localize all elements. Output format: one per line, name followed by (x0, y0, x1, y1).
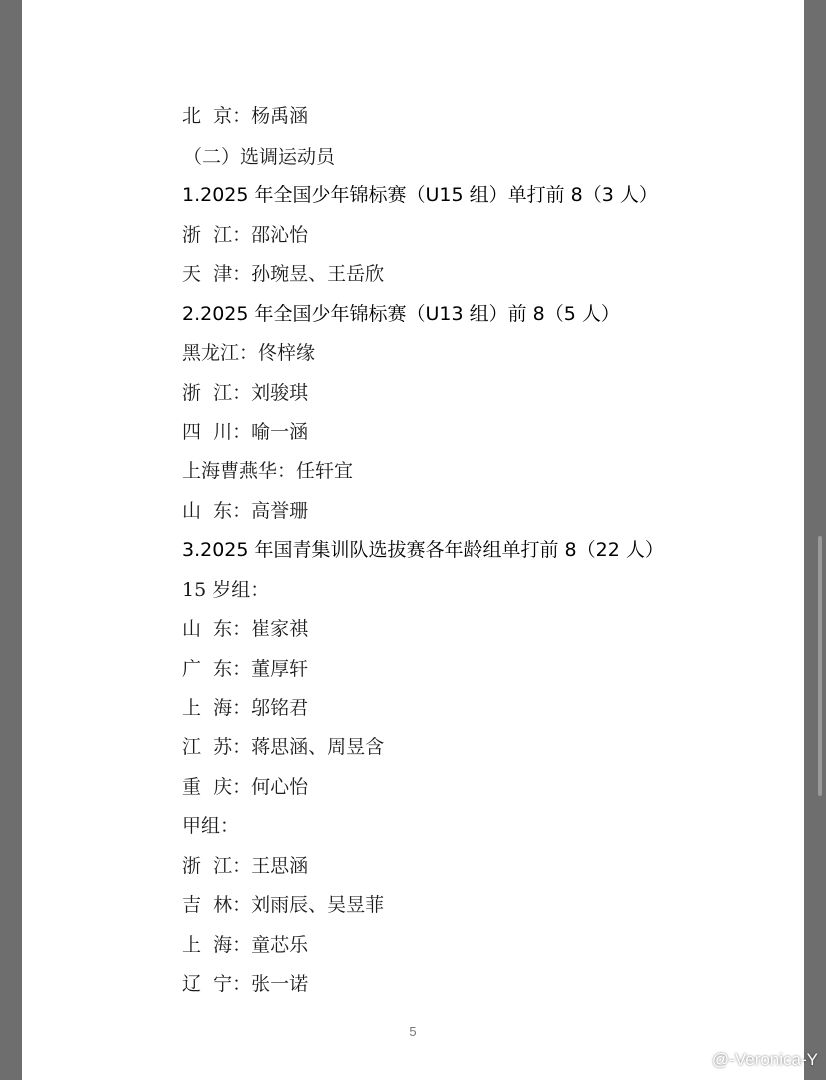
list-item: 上海曹燕华：任轩宜 (182, 460, 354, 482)
scrollbar-thumb[interactable] (818, 536, 822, 796)
list-item: 上 海：童芯乐 (182, 934, 309, 956)
list-item: 浙 江：刘骏琪 (182, 382, 309, 404)
document-page (22, 0, 804, 1080)
list-item: 黑龙江：佟梓缘 (182, 342, 316, 364)
list-item: 15 岁组： (182, 579, 270, 601)
list-item: 广 东：董厚轩 (182, 658, 309, 680)
subsection-title: （二）选调运动员 (183, 146, 336, 168)
watermark-text: @-Veronica-Y (711, 1050, 818, 1069)
list-item: 四 川：喻一涵 (182, 421, 309, 443)
list-item: 甲组： (182, 815, 240, 837)
list-item: 吉 林：刘雨辰、吴昱菲 (182, 894, 385, 916)
list-item: 天 津：孙琬昱、王岳欣 (182, 263, 385, 285)
list-item: 山 东：高誉珊 (182, 500, 309, 522)
weibo-icon (686, 1051, 708, 1069)
watermark (686, 1048, 818, 1072)
page-number: 5 (409, 1024, 417, 1039)
list-item: 山 东：崔家祺 (182, 618, 309, 640)
list-item: 浙 江：王思涵 (182, 855, 309, 877)
section-heading: 1.2025 年全国少年锦标赛（U15 组）单打前 8（3 人） (182, 184, 658, 206)
section-heading: 2.2025 年全国少年锦标赛（U13 组）前 8（5 人） (182, 303, 620, 325)
list-item: 上 海：邬铭君 (182, 697, 309, 719)
list-item: 辽 宁：张一诺 (182, 973, 309, 995)
list-item: 北 京：杨禹涵 (182, 105, 309, 127)
section-heading: 3.2025 年国青集训队选拔赛各年龄组单打前 8（22 人） (182, 539, 664, 561)
list-item: 浙 江：邵沁怡 (182, 224, 309, 246)
list-item: 江 苏：蒋思涵、周昱含 (182, 736, 385, 758)
list-item: 重 庆：何心怡 (182, 776, 309, 798)
